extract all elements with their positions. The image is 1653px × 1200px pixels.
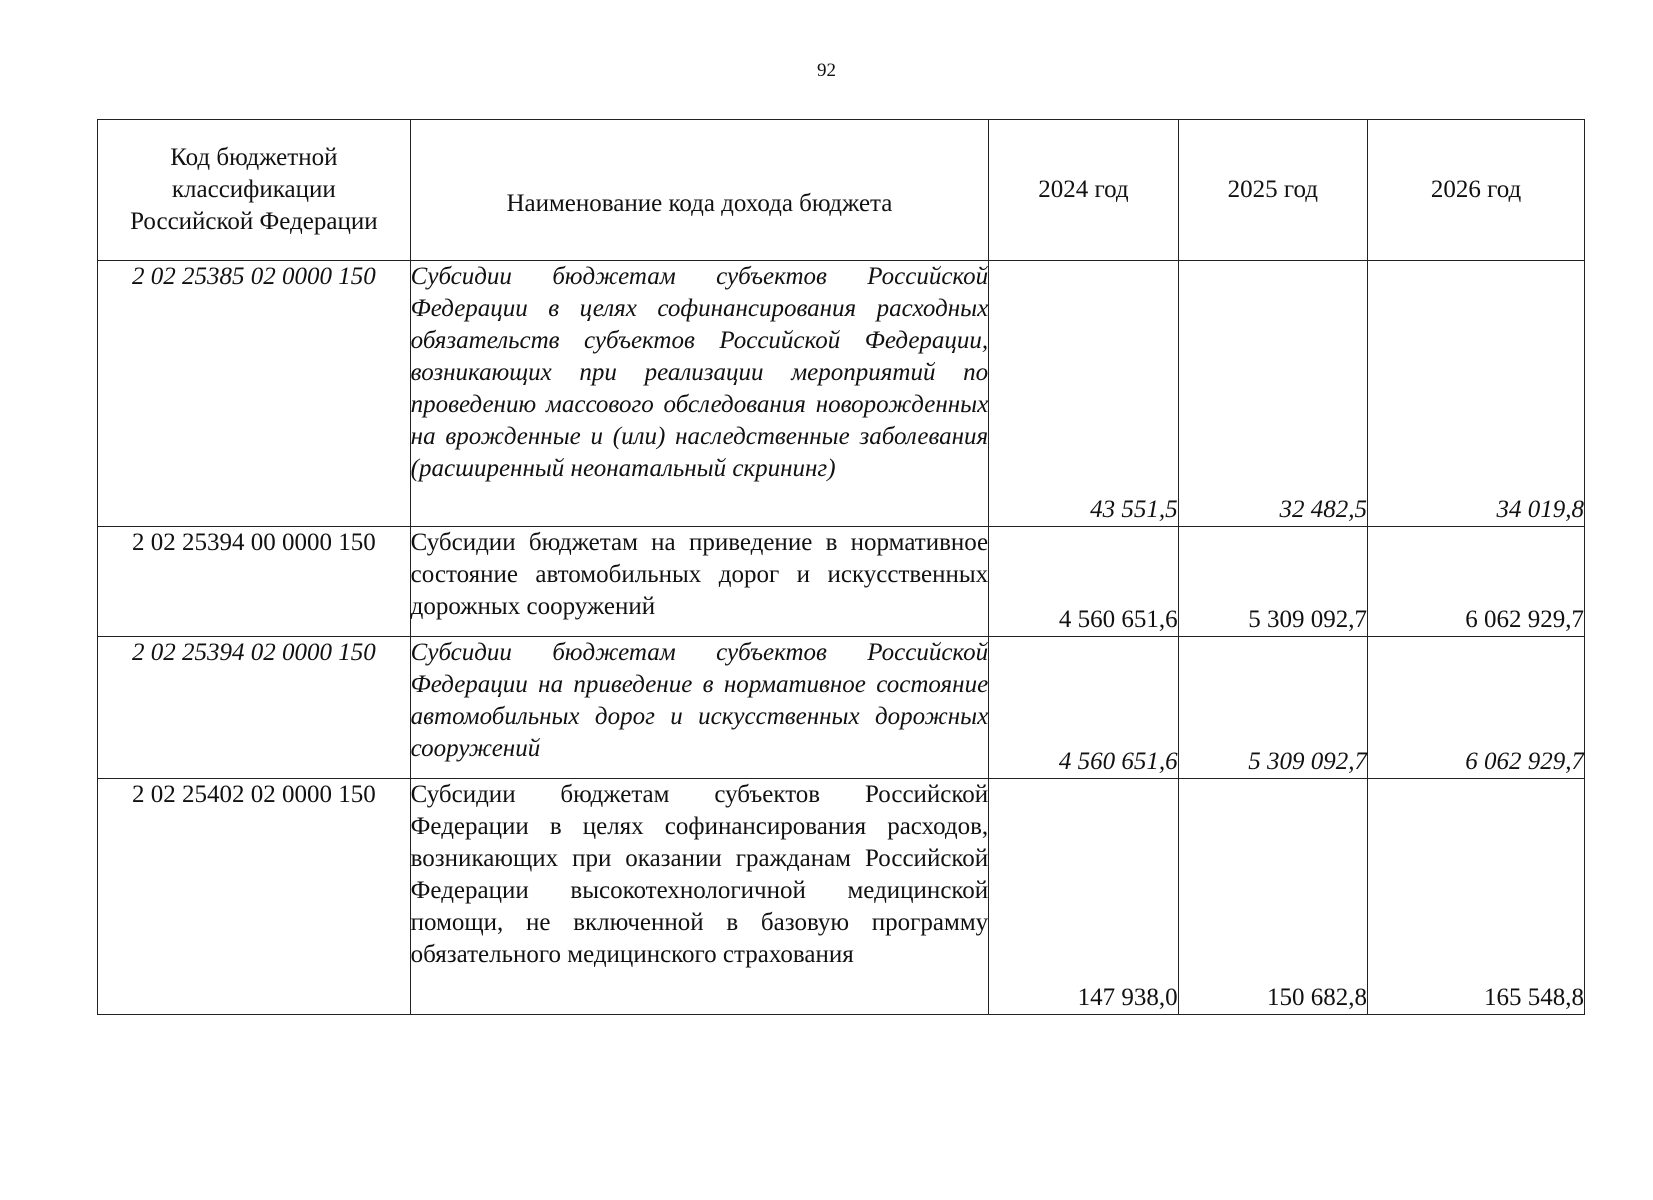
row-code: 2 02 25394 00 0000 150: [98, 527, 411, 637]
row-value-2026: 6 062 929,7: [1368, 527, 1585, 637]
row-code: 2 02 25394 02 0000 150: [98, 637, 411, 779]
row-name: Субсидии бюджетам на приведение в нормативное состояние автомобильных дорог и искусственных дорожных сооружений: [410, 527, 989, 637]
row-value-2025: 5 309 092,7: [1178, 637, 1367, 779]
row-name: Субсидии бюджетам субъектов Российской Федерации в целях софинансирования расходов, возникающих при оказании гражданам Российской Федерации высокотехнологичной медицинской помощи, не включенной в базовую программу обязательного медицинского страхования: [410, 779, 989, 1015]
row-name: Субсидии бюджетам субъектов Российской Федерации в целях софинансирования расходных обязательств субъектов Российской Федерации, возникающих при реализации мероприятий по проведению массового обследования новорожденных на врожденные и (или) наследственные заболевания (расширенный неонатальный скрининг): [410, 261, 989, 527]
row-code: 2 02 25402 02 0000 150: [98, 779, 411, 1015]
header-code: [98, 120, 411, 261]
header-name: Наименование кода дохода бюджета: [410, 120, 989, 261]
row-value-2024: 4 560 651,6: [989, 637, 1178, 779]
header-year-2025: 2025 год: [1178, 120, 1367, 261]
page-number: 92: [817, 60, 836, 81]
header-code-line: Российской Федерации: [130, 208, 378, 235]
row-value-2026: 165 548,8: [1368, 779, 1585, 1015]
row-value-2024: 4 560 651,6: [989, 527, 1178, 637]
header-year-2024: 2024 год: [989, 120, 1178, 261]
row-value-2025: 5 309 092,7: [1178, 527, 1367, 637]
row-value-2025: 32 482,5: [1178, 261, 1367, 527]
header-year-2026: 2026 год: [1368, 120, 1585, 261]
row-name: Субсидии бюджетам субъектов Российской Федерации на приведение в нормативное состояние автомобильных дорог и искусственных дорожных сооружений: [410, 637, 989, 779]
table-header-row: [98, 120, 1585, 261]
table-row: [98, 779, 1585, 1015]
table-row: [98, 261, 1585, 527]
row-value-2026: 6 062 929,7: [1368, 637, 1585, 779]
row-value-2024: 43 551,5: [989, 261, 1178, 527]
header-code-line: классификации: [171, 176, 336, 203]
row-value-2024: 147 938,0: [989, 779, 1178, 1015]
table-row: [98, 527, 1585, 637]
row-value-2026: 34 019,8: [1368, 261, 1585, 527]
budget-revenue-table: [97, 119, 1585, 1015]
row-code: 2 02 25385 02 0000 150: [98, 261, 411, 527]
table-row: [98, 637, 1585, 779]
row-value-2025: 150 682,8: [1178, 779, 1367, 1015]
header-code-line: Код бюджетной: [170, 144, 338, 171]
